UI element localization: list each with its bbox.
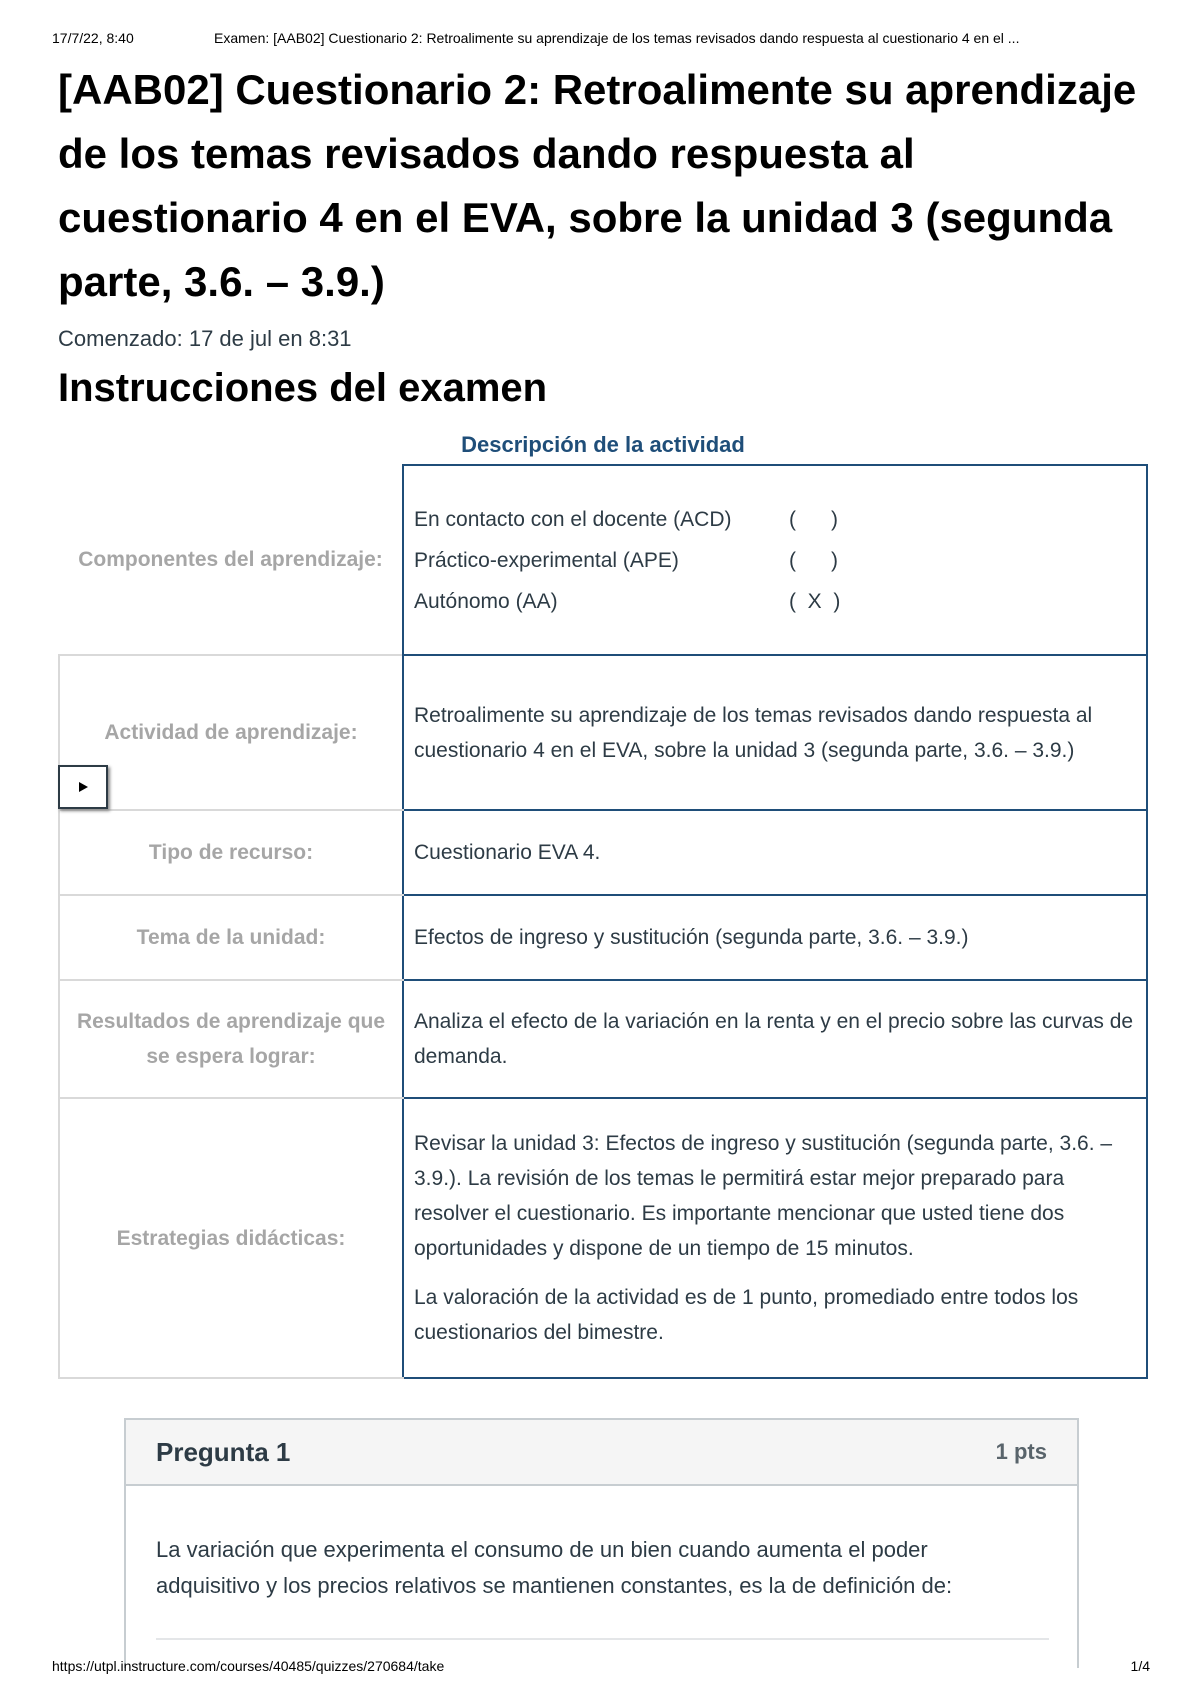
row-topic (59, 895, 1147, 980)
row-activity (59, 655, 1147, 810)
row-strategies (59, 1098, 1147, 1378)
results-value: Analiza el efecto de la variación en la renta y en el precio sobre las curvas de demanda. (403, 980, 1147, 1098)
component-item (414, 502, 1136, 537)
print-datetime: 17/7/22, 8:40 (52, 30, 134, 46)
question-card (124, 1418, 1079, 1668)
question-header (126, 1420, 1077, 1486)
instructions-heading: Instrucciones del examen (58, 366, 548, 410)
play-icon (76, 780, 90, 794)
component-mark: ( X ) (789, 589, 841, 613)
components-label: Componentes del aprendizaje: (78, 548, 383, 571)
component-item (414, 543, 1136, 578)
resource-label: Tipo de recurso: (59, 810, 403, 895)
component-mark: ( ) (789, 548, 838, 572)
component-item (414, 584, 1136, 619)
activity-table (58, 464, 1148, 1379)
topic-label: Tema de la unidad: (59, 895, 403, 980)
question-text: La variación que experimenta el consumo de un bien cuando aumenta el poder adquisitivo y los precios relativos se mantienen constantes, es la de definición de: (156, 1537, 953, 1598)
activity-table-wrapper (58, 464, 1148, 1379)
play-button[interactable] (58, 765, 108, 809)
activity-value-text: Retroalimente su aprendizaje de los temas revisados dando respuesta al cuestionario 4 en el EVA, sobre la unidad 3 (segunda parte, 3.6. – 3.9.) (414, 703, 1093, 762)
question-name: Pregunta 1 (156, 1436, 291, 1467)
row-results (59, 980, 1147, 1098)
component-name: Práctico-experimental (APE) (414, 548, 679, 572)
component-name: Autónomo (AA) (414, 589, 558, 613)
activity-label-text: Actividad de aprendizaje: (104, 721, 358, 744)
question-points: 1 pts (995, 1439, 1047, 1464)
strategies-paragraph: La valoración de la actividad es de 1 punto, promediado entre todos los cuestionarios del bimestre. (414, 1286, 1079, 1344)
strategies-value (403, 1098, 1147, 1378)
components-value (403, 465, 1147, 655)
print-footer (52, 1658, 1150, 1674)
component-name: En contacto con el docente (ACD) (414, 507, 732, 531)
activity-value (403, 655, 1147, 810)
activity-table-caption: Descripción de la actividad (461, 432, 745, 457)
row-components (59, 465, 1147, 655)
print-url: https://utpl.instructure.com/courses/40485/quizzes/270684/take (52, 1658, 445, 1674)
row-resource (59, 810, 1147, 895)
print-page-title: Examen: [AAB02] Cuestionario 2: Retroalimente su aprendizaje de los temas revisados dando respuesta al cuestionario 4 en el ... (214, 30, 1020, 46)
topic-value: Efectos de ingreso y sustitución (segunda parte, 3.6. – 3.9.) (403, 895, 1147, 980)
activity-label (59, 655, 403, 810)
started-timestamp: Comenzado: 17 de jul en 8:31 (58, 326, 352, 351)
quiz-title: [AAB02] Cuestionario 2: Retroalimente su aprendizaje de los temas revisados dando respuesta al cuestionario 4 en el EVA, sobre la unidad 3 (segunda parte, 3.6. – 3.9.) (58, 66, 1137, 305)
print-page-number: 1/4 (1130, 1658, 1150, 1674)
resource-value: Cuestionario EVA 4. (403, 810, 1147, 895)
print-header (52, 30, 1148, 46)
strategies-label: Estrategias didácticas: (59, 1098, 403, 1378)
component-mark: ( ) (789, 507, 838, 531)
answers-divider (156, 1638, 1049, 1640)
results-label: Resultados de aprendizaje que se espera lograr: (59, 980, 403, 1098)
strategies-paragraph: Revisar la unidad 3: Efectos de ingreso y sustitución (segunda parte, 3.6. – 3.9.). La revisión de los temas le permitirá estar mejor preparado para resolver el cuestionario. Es importante mencionar que usted tiene dos oportunidades y dispone de un tiempo de 15 minutos. (414, 1132, 1113, 1260)
